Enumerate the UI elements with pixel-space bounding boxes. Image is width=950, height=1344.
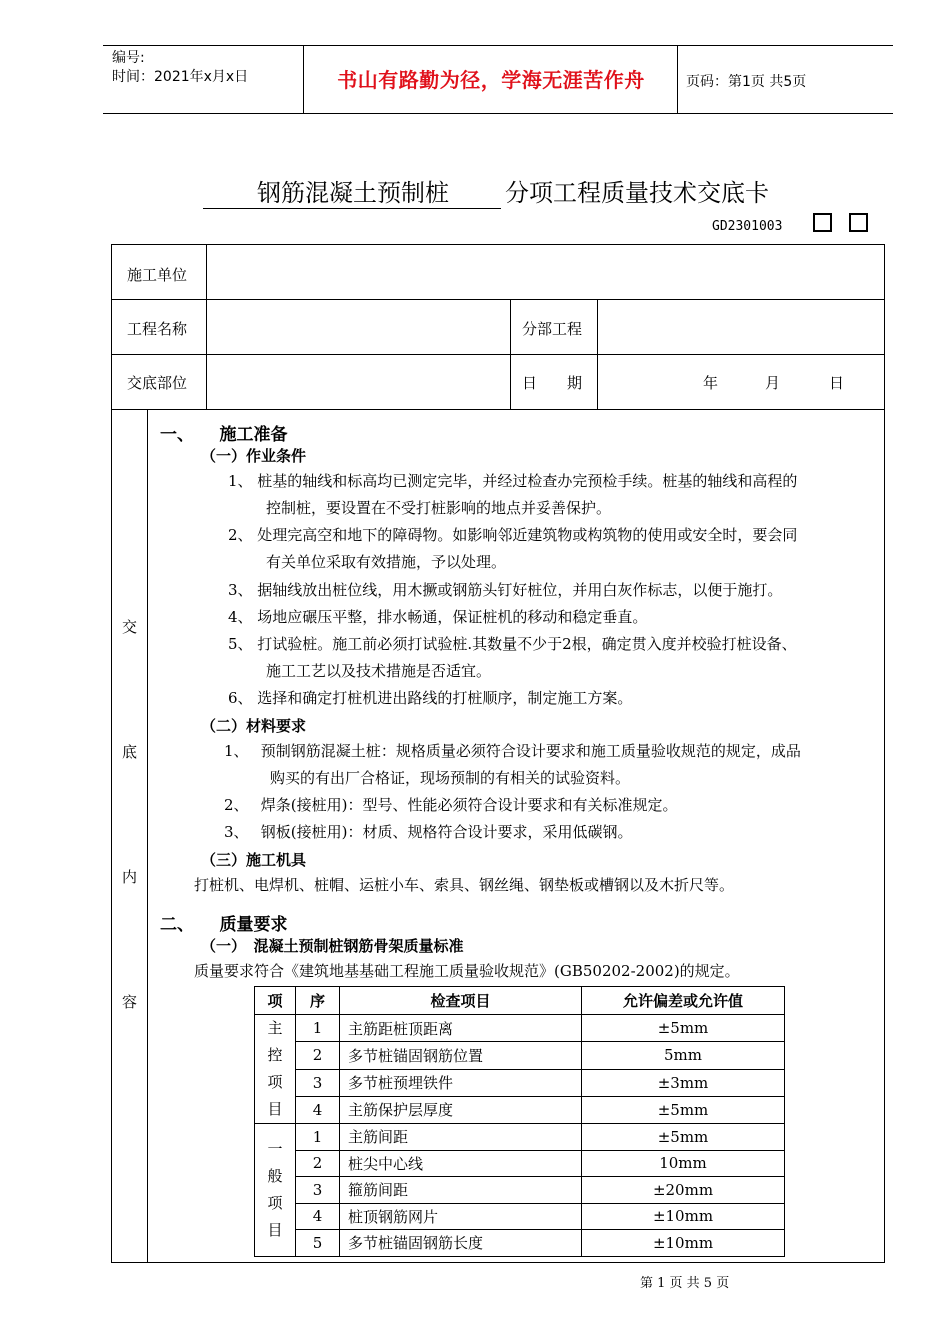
value-cell: ±3mm <box>582 1069 785 1096</box>
header-cell: 检查项目 <box>340 987 582 1015</box>
list-item: 4、 场地应碾压平整，排水畅通，保证桩机的移动和稳定垂直。 <box>228 608 648 626</box>
line: 有关单位采取有效措施，予以处理。 <box>266 553 507 571</box>
date-label: 日 期 <box>522 374 583 392</box>
header-divider <box>677 45 678 113</box>
line: 2、 处理完高空和地下的障碍物。如影响邻近建筑物或构筑物的使用或安全时，要会同 <box>228 526 798 544</box>
list-item: 3、 据轴线放出桩位线，用木撅或钢筋头钉好桩位，并用白灰作标志，以便于施打。 <box>228 581 783 599</box>
col-divider <box>206 244 207 409</box>
no-cell: 4 <box>296 1096 340 1123</box>
no-cell: 4 <box>296 1203 340 1230</box>
value-cell: 10mm <box>582 1150 785 1177</box>
title-underlined: 钢筋混凝土预制桩 <box>203 178 501 209</box>
group-label: 一般项目 <box>267 1139 283 1239</box>
list-item: 6、 选择和确定打桩机进出路线的打桩顺序，制定施工方案。 <box>228 689 633 707</box>
side-char: 容 <box>122 993 138 1011</box>
col-divider <box>147 409 148 1263</box>
table-row <box>255 1150 785 1177</box>
side-char: 内 <box>122 868 138 886</box>
quality-note: 质量要求符合《建筑地基基础工程施工质量验收规范》(GB50202-2002)的规定。 <box>194 962 740 980</box>
list-item <box>228 522 797 576</box>
subsection-title: （一）作业条件 <box>201 447 307 465</box>
header-divider <box>303 45 304 113</box>
date-year: 年 <box>703 374 719 392</box>
line: 控制桩，要设置在不受打桩影响的地点并妥善保护。 <box>266 499 612 517</box>
group-cell <box>255 1015 296 1124</box>
side-char: 交 <box>122 618 138 636</box>
header-cell: 项 <box>255 987 296 1015</box>
no-cell: 3 <box>296 1177 340 1204</box>
table-row <box>255 1015 785 1042</box>
item-cell: 多节桩预埋铁件 <box>340 1069 582 1096</box>
group-cell <box>255 1124 296 1257</box>
table-row <box>255 1177 785 1204</box>
header-cell: 允许偏差或允许值 <box>582 987 785 1015</box>
line: 5、 打试验桩。施工前必须打试验桩.其数量不少于2根，确定贯入度并校验打桩设备、 <box>228 635 797 653</box>
value-cell: 5mm <box>582 1042 785 1069</box>
value-cell: ±5mm <box>582 1015 785 1042</box>
date-month: 月 <box>765 374 781 392</box>
value-cell: ±5mm <box>582 1096 785 1123</box>
item-cell: 主筋间距 <box>340 1124 582 1151</box>
col-divider <box>510 299 511 409</box>
item-cell: 箍筋间距 <box>340 1177 582 1204</box>
item-cell: 桩顶钢筋网片 <box>340 1203 582 1230</box>
no-cell: 3 <box>296 1069 340 1096</box>
value-cell: ±10mm <box>582 1203 785 1230</box>
header-top-rule <box>103 45 893 46</box>
unit-label: 施工单位 <box>127 266 188 284</box>
list-item <box>224 738 801 792</box>
no-cell: 2 <box>296 1150 340 1177</box>
list-item: 3、 钢板(接桩用)：材质、规格符合设计要求，采用低碳钢。 <box>224 823 633 841</box>
project-label: 工程名称 <box>127 320 188 338</box>
page-footer: 第 1 页 共 5 页 <box>640 1276 730 1291</box>
page-info: 页码：第1页 共5页 <box>686 74 807 90</box>
side-char: 底 <box>122 743 138 761</box>
item-cell: 桩尖中心线 <box>340 1150 582 1177</box>
line: 1、 桩基的轴线和标高均已测定完毕，并经过检查办完预检手续。桩基的轴线和高程的 <box>228 472 798 490</box>
date-day: 日 <box>829 374 845 392</box>
row-divider <box>111 409 885 410</box>
item-cell: 多节桩锚固钢筋位置 <box>340 1042 582 1069</box>
section-title: 一、 施工准备 <box>160 425 288 445</box>
header-meta <box>112 49 248 87</box>
no-cell: 1 <box>296 1124 340 1151</box>
value-cell: ±10mm <box>582 1230 785 1257</box>
motto: 书山有路勤为径，学海无涯苦作舟 <box>337 68 645 92</box>
subsection-title: （一） 混凝土预制桩钢筋骨架质量标准 <box>201 937 464 955</box>
list-item <box>228 631 797 685</box>
checkbox[interactable] <box>813 213 832 232</box>
line: 购买的有出厂合格证，现场预制的有相关的试验资料。 <box>270 769 631 787</box>
value-cell: ±5mm <box>582 1124 785 1151</box>
col-divider <box>597 299 598 409</box>
list-item: 2、 焊条(接桩用)：型号、性能必须符合设计要求和有关标准规定。 <box>224 796 678 814</box>
value-cell: ±20mm <box>582 1177 785 1204</box>
table-row <box>255 1230 785 1257</box>
subsection-title: （二）材料要求 <box>201 717 307 735</box>
subsection-title: （三）施工机具 <box>201 851 307 869</box>
group-label: 主控项目 <box>267 1019 283 1118</box>
checkbox[interactable] <box>849 213 868 232</box>
table-header-row <box>255 987 785 1015</box>
page-title <box>203 173 769 209</box>
item-cell: 主筋保护层厚度 <box>340 1096 582 1123</box>
row-divider <box>111 354 885 355</box>
header-cell: 序 <box>296 987 340 1015</box>
no-cell: 1 <box>296 1015 340 1042</box>
doc-code: GD2301003 <box>712 219 783 234</box>
table-row <box>255 1096 785 1123</box>
line: 施工工艺以及技术措施是否适宜。 <box>266 662 492 680</box>
table-row <box>255 1069 785 1096</box>
machines-text: 打桩机、电焊机、桩帽、运桩小车、索具、钢丝绳、钢垫板或槽钢以及木折尺等。 <box>194 876 735 894</box>
item-cell: 主筋距桩顶距离 <box>340 1015 582 1042</box>
no-cell: 2 <box>296 1042 340 1069</box>
row-divider <box>111 299 885 300</box>
header-bottom-rule <box>103 113 893 114</box>
line: 1、 预制钢筋混凝土桩：规格质量必须符合设计要求和施工质量验收规范的规定，成品 <box>224 742 801 760</box>
part-label: 交底部位 <box>127 374 188 392</box>
no-cell: 5 <box>296 1230 340 1257</box>
number-label: 编号: <box>112 50 145 66</box>
section-title: 二、 质量要求 <box>160 915 288 935</box>
title-rest: 分项工程质量技术交底卡 <box>505 179 769 207</box>
list-item <box>228 468 797 522</box>
time-label: 时间：2021年x月x日 <box>112 69 249 85</box>
quality-table <box>254 986 785 1257</box>
table-row <box>255 1042 785 1069</box>
item-cell: 多节桩锚固钢筋长度 <box>340 1230 582 1257</box>
table-row <box>255 1203 785 1230</box>
section-label: 分部工程 <box>522 320 583 338</box>
table-row <box>255 1124 785 1151</box>
